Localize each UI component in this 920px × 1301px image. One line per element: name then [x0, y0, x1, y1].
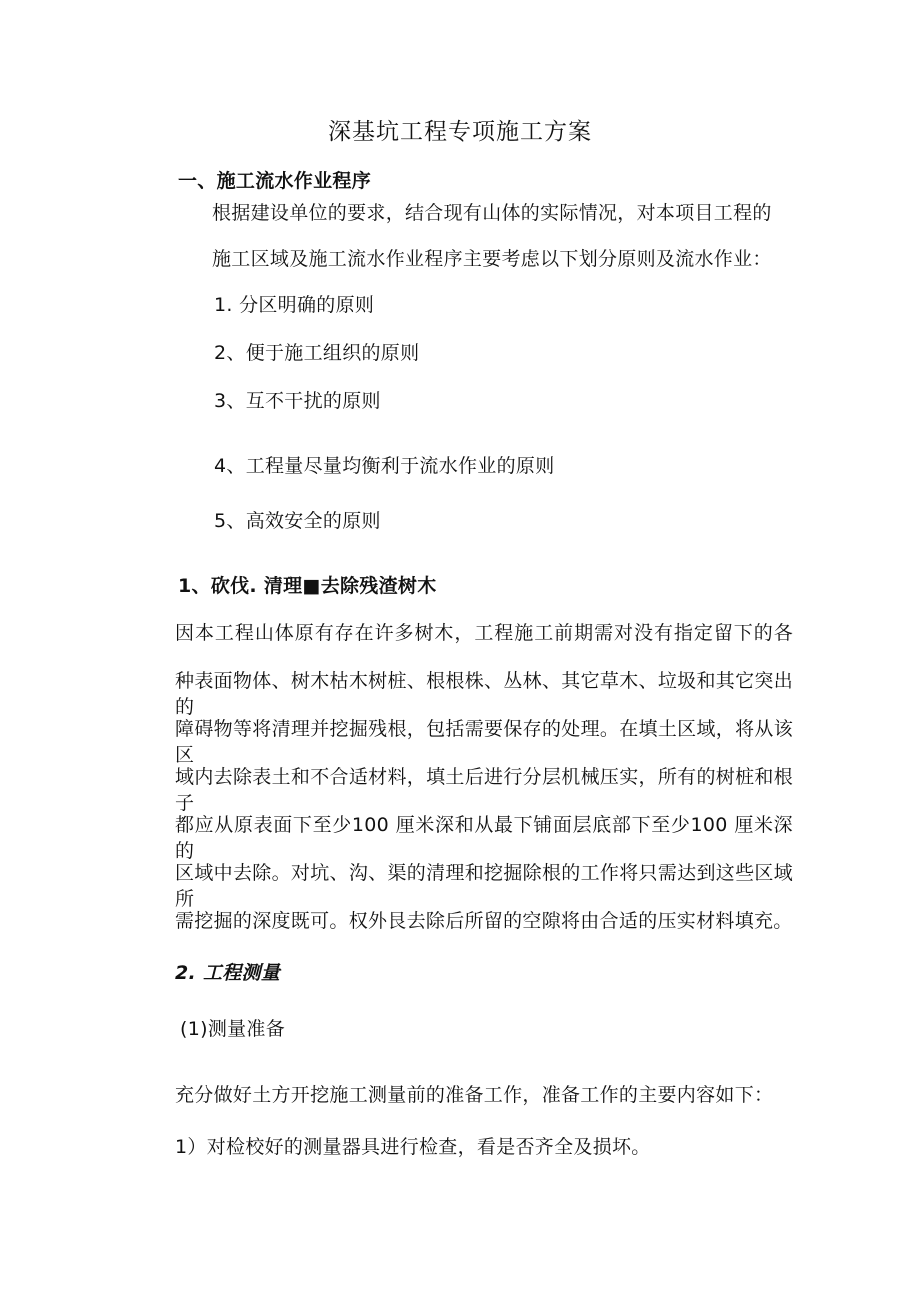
clearing-paragraph-line-3: 障碍物等将清理并挖掘残根，包括需要保存的处理。在填土区域，将从该区: [175, 718, 793, 766]
section-heading-workflow: 一、施工流水作业程序: [178, 170, 372, 192]
clearing-paragraph-line-4: 域内去除表土和不合适材料，填土后进行分层机械压实，所有的树桩和根子: [175, 766, 793, 814]
clearing-paragraph-line-5: 都应从原表面下至少100 厘米深和从最下铺面层底部下至少100 厘米深的: [175, 814, 793, 862]
intro-line-2: 施工区域及施工流水作业程序主要考虑以下划分原则及流水作业：: [212, 248, 772, 270]
document-title: 深基坑工程专项施工方案: [328, 119, 592, 145]
intro-line-1: 根据建设单位的要求，结合现有山体的实际情况，对本项目工程的: [212, 202, 772, 224]
clearing-paragraph-line-7: 需挖掘的深度既可。权外艮去除后所留的空隙将由合适的压实材料填充。: [175, 910, 793, 932]
principle-item-3: 3、互不干扰的原则: [214, 390, 381, 412]
clearing-paragraph-line-6: 区域中去除。对坑、沟、渠的清理和挖掘除根的工作将只需达到这些区域所: [175, 862, 793, 910]
principle-item-4: 4、工程量尽量均衡利于流水作业的原则: [214, 455, 555, 477]
principle-item-2: 2、便于施工组织的原则: [214, 342, 420, 364]
survey-item-1: 1）对检校好的测量器具进行检查，看是否齐全及损坏。: [175, 1136, 651, 1158]
subsection-heading-clearing: 1、砍伐. 清理■去除残渣树木: [178, 575, 437, 597]
principle-item-1: 1. 分区明确的原则: [214, 294, 375, 316]
clearing-paragraph-line-1: 因本工程山体原有存在许多树木，工程施工前期需对没有指定留下的各: [175, 622, 793, 644]
principle-item-5: 5、高效安全的原则: [214, 510, 381, 532]
survey-subheading-preparation: (1)测量准备: [180, 1018, 286, 1040]
clearing-paragraph-line-2: 种表面物体、树木枯木树桩、根根株、丛林、其它草木、垃圾和其它突出的: [175, 670, 793, 718]
survey-preparation-paragraph: 充分做好土方开挖施工测量前的准备工作，准备工作的主要内容如下：: [175, 1084, 774, 1106]
subsection-heading-survey: 2. 工程测量: [175, 962, 281, 984]
